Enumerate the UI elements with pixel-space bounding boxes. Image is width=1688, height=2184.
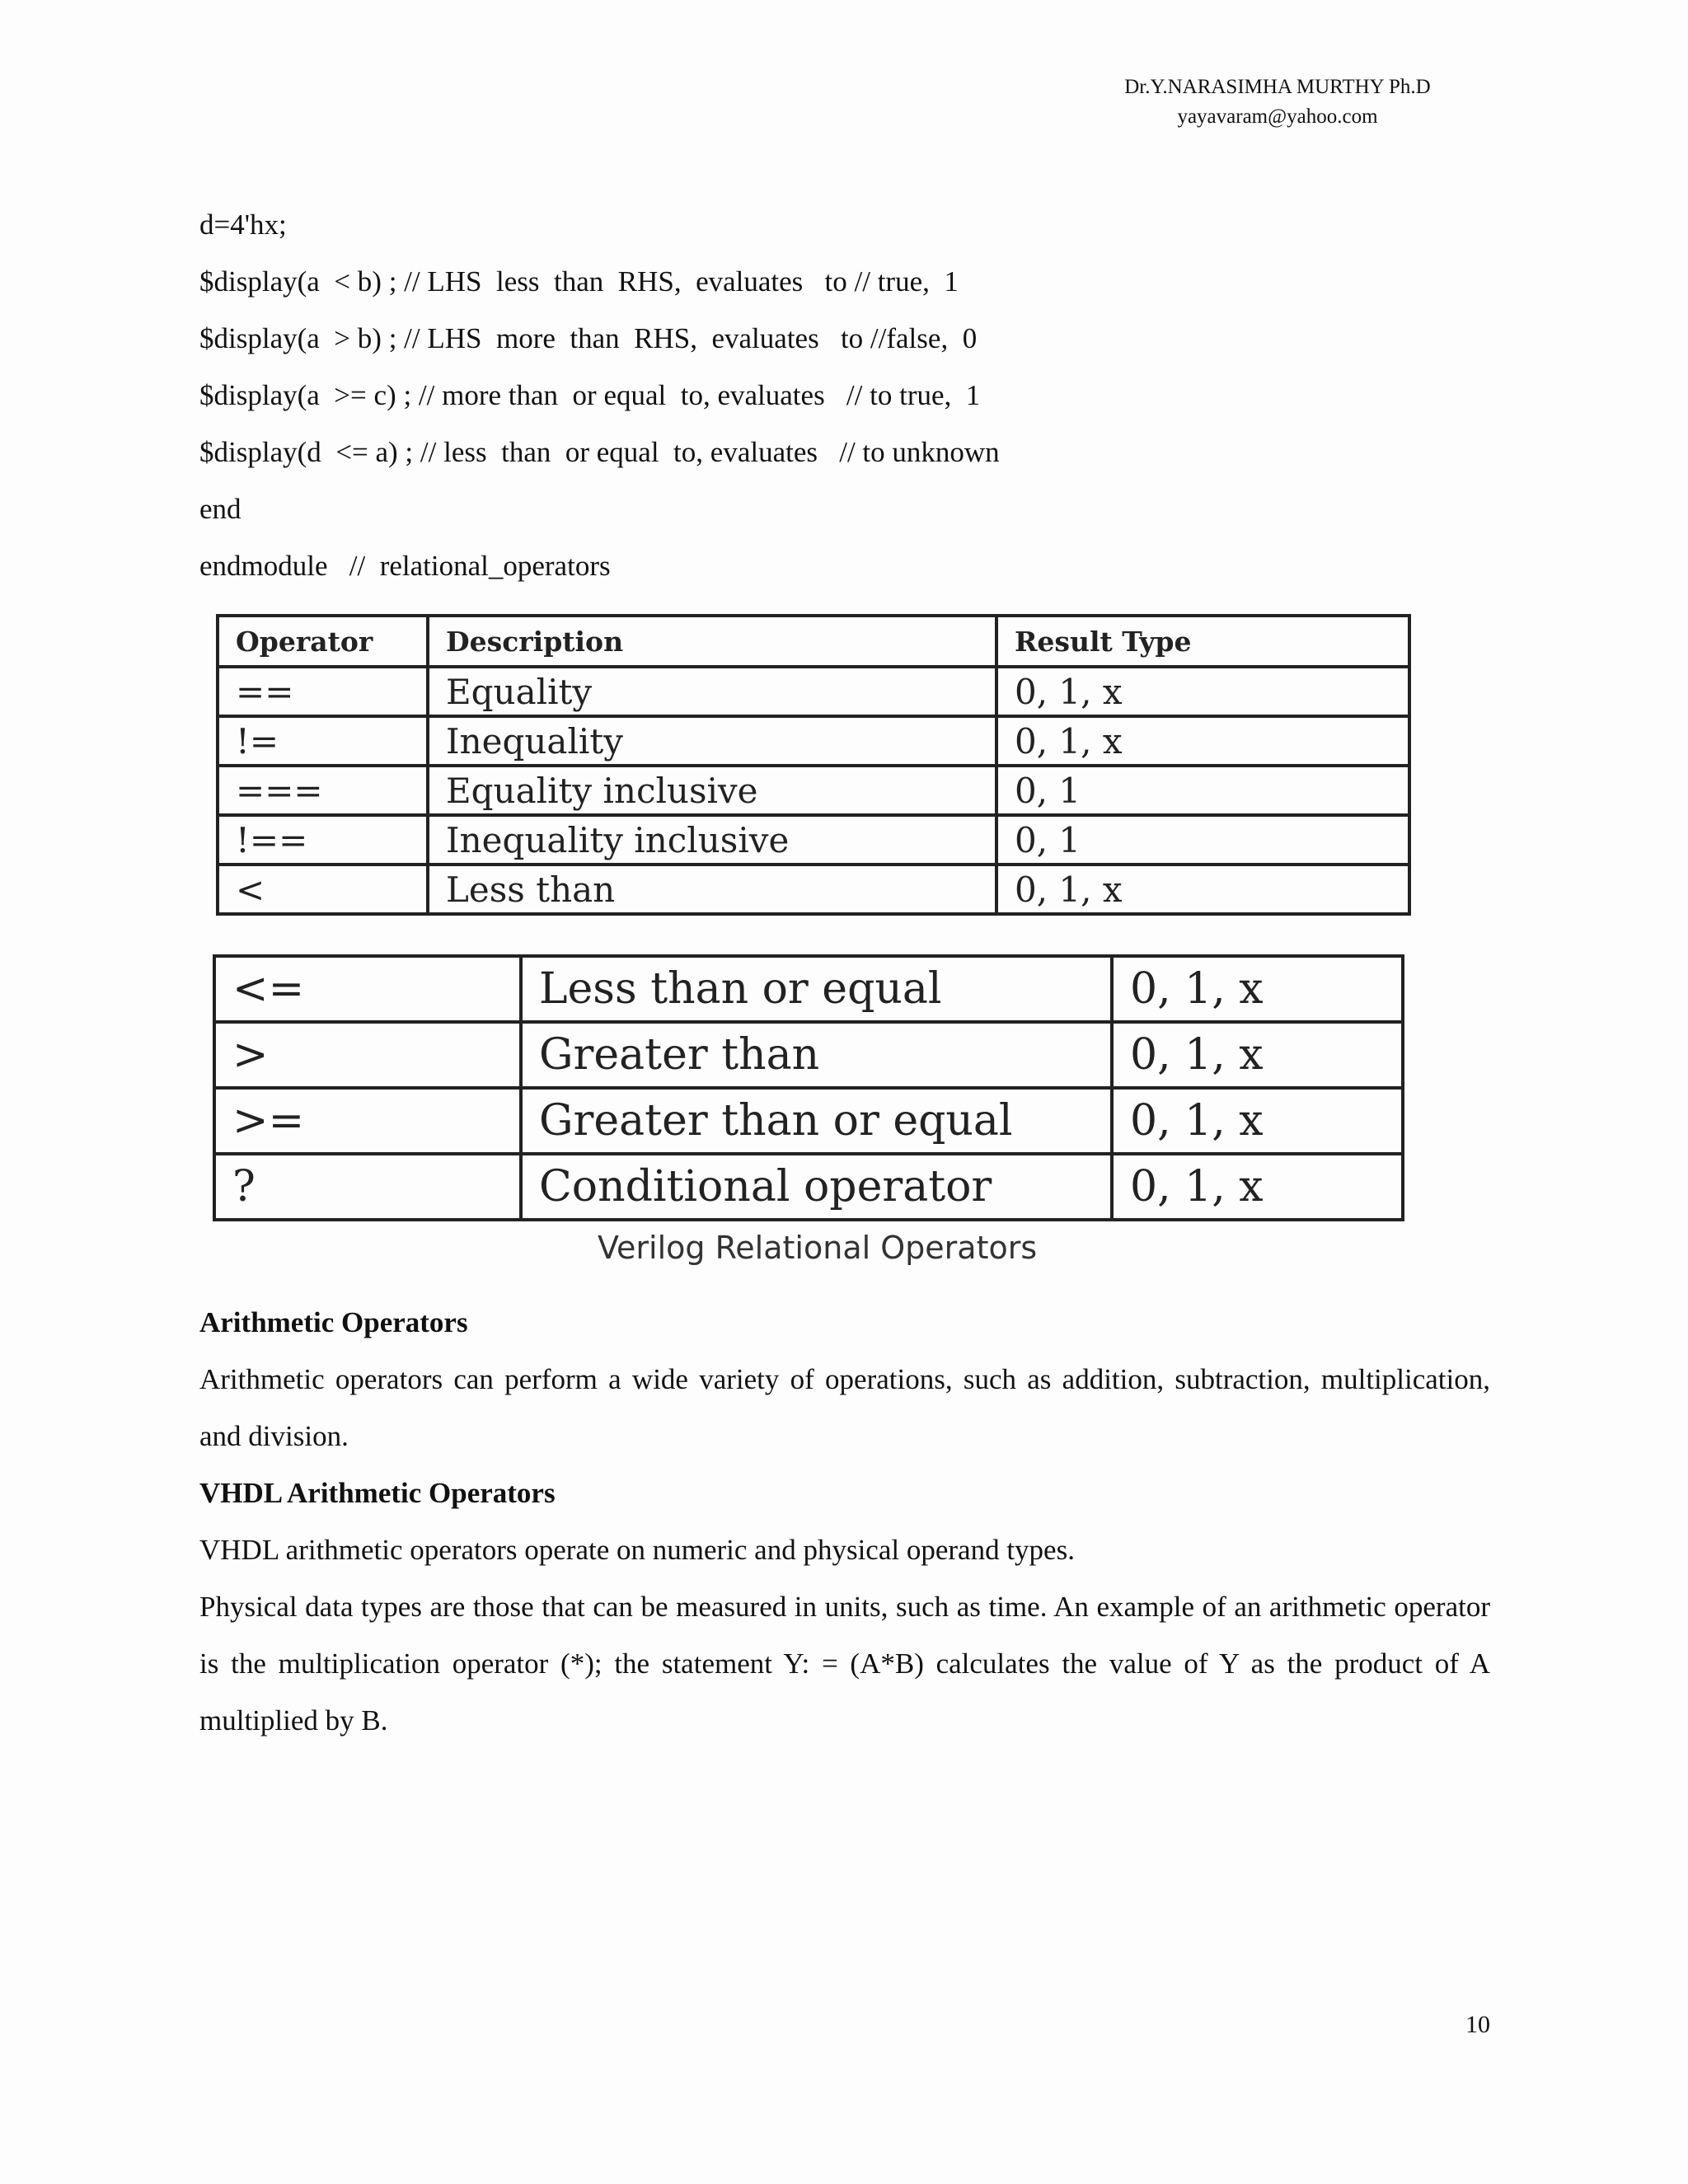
description-cell: Inequality — [428, 716, 996, 766]
page-number: 10 — [1465, 2011, 1490, 2038]
description-cell: Less than — [428, 865, 996, 914]
table-caption: Verilog Relational Operators — [598, 1230, 1038, 1266]
code-block — [199, 196, 1000, 594]
result-type-cell: 0, 1, x — [996, 865, 1409, 914]
table-row — [214, 1154, 1403, 1220]
result-type-cell: 0, 1 — [996, 815, 1409, 865]
description-cell: Equality — [428, 667, 996, 716]
table-row — [214, 1088, 1403, 1154]
table-row — [218, 865, 1409, 914]
paragraph: Physical data types are those that can be measured in units, such as time. An example of an arithmetic operator is the multiplication operator (*); the statement Y: = (A*B) calculates the value of Y as the product of A multiplied by B. — [199, 1591, 1490, 1736]
operator-cell: ? — [214, 1154, 521, 1220]
description-cell: Inequality inclusive — [428, 815, 996, 865]
table-header-row — [218, 616, 1409, 667]
paragraph: Arithmetic operators can perform a wide variety of operations, such as addition, subtraction, multiplication, and division. — [199, 1363, 1490, 1452]
description-cell: Equality inclusive — [428, 766, 996, 815]
operator-cell: < — [218, 865, 428, 914]
result-type-cell: 0, 1, x — [996, 667, 1409, 716]
operator-cell: == — [218, 667, 428, 716]
result-type-cell: 0, 1, x — [1112, 1022, 1403, 1088]
description-cell: Conditional operator — [521, 1154, 1112, 1220]
paragraph: VHDL arithmetic operators operate on numeric and physical operand types. — [199, 1534, 1075, 1566]
operator-cell: === — [218, 766, 428, 815]
result-type-cell: 0, 1 — [996, 766, 1409, 815]
column-header: Result Type — [996, 616, 1409, 667]
table-row — [218, 815, 1409, 865]
code-line: $display(d <= a) ; // less than or equal to, evaluates // to unknown — [199, 436, 1000, 468]
author-name: Dr.Y.NARASIMHA MURTHY Ph.D — [1124, 76, 1431, 98]
section-heading: Arithmetic Operators — [199, 1306, 468, 1338]
description-cell: Greater than or equal — [521, 1088, 1112, 1154]
table-row — [214, 956, 1403, 1022]
column-header: Operator — [218, 616, 428, 667]
code-line: d=4'hx; — [199, 209, 287, 241]
description-cell: Greater than — [521, 1022, 1112, 1088]
body-text — [199, 1294, 1490, 1749]
result-type-cell: 0, 1, x — [1112, 1154, 1403, 1220]
operator-cell: != — [218, 716, 428, 766]
table-row — [218, 766, 1409, 815]
table-row — [218, 667, 1409, 716]
result-type-cell: 0, 1, x — [1112, 1088, 1403, 1154]
operator-cell: !== — [218, 815, 428, 865]
relational-operators-table-1 — [216, 614, 1411, 916]
page-header — [989, 73, 1566, 132]
section-heading: VHDL Arithmetic Operators — [199, 1477, 556, 1509]
author-email: yayavaram@yahoo.com — [1177, 105, 1378, 128]
code-line: end — [199, 493, 241, 525]
description-cell: Less than or equal — [521, 956, 1112, 1022]
code-line: $display(a < b) ; // LHS less than RHS, evaluates to // true, 1 — [199, 265, 959, 298]
operator-cell: > — [214, 1022, 521, 1088]
table-row — [214, 1022, 1403, 1088]
operator-cell: <= — [214, 956, 521, 1022]
operator-cell: >= — [214, 1088, 521, 1154]
code-line: $display(a >= c) ; // more than or equal to, evaluates // to true, 1 — [199, 379, 981, 411]
table-row — [218, 716, 1409, 766]
result-type-cell: 0, 1, x — [996, 716, 1409, 766]
code-line: endmodule // relational_operators — [199, 550, 611, 582]
relational-operators-table-2 — [213, 954, 1404, 1221]
code-line: $display(a > b) ; // LHS more than RHS, evaluates to //false, 0 — [199, 322, 978, 354]
column-header: Description — [428, 616, 996, 667]
result-type-cell: 0, 1, x — [1112, 956, 1403, 1022]
